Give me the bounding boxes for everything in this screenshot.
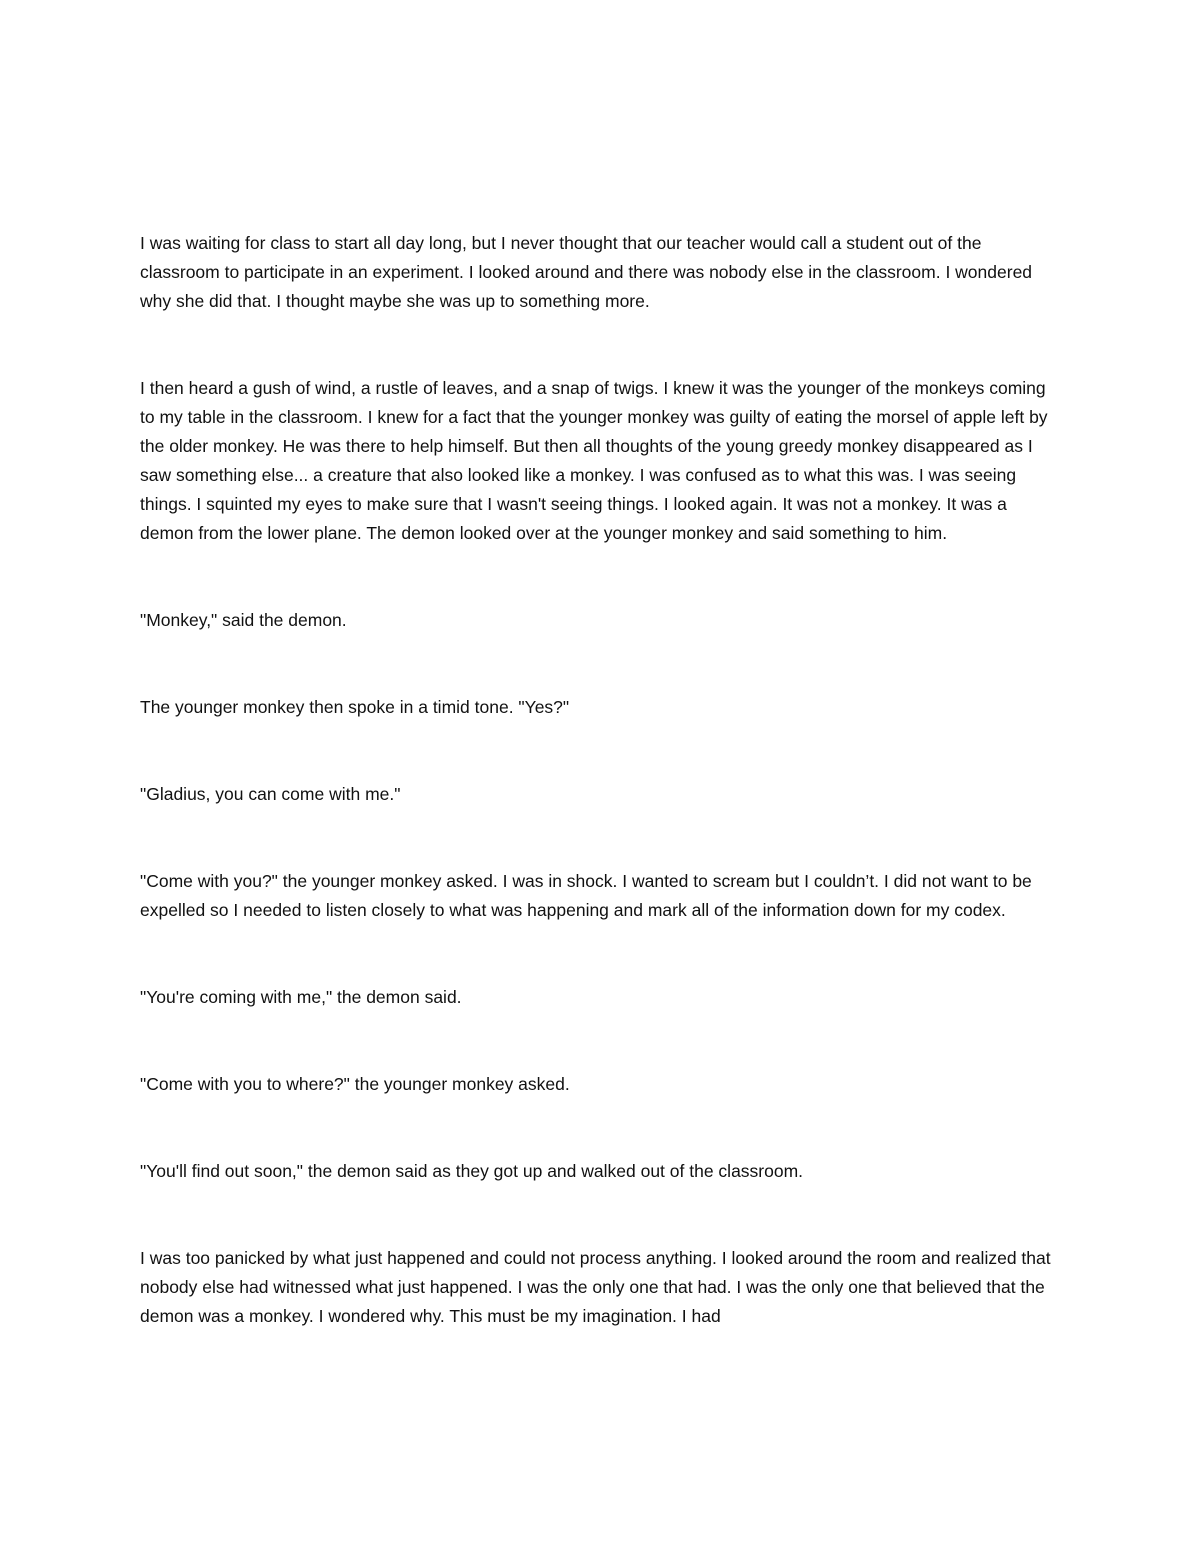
paragraph-10: I was too panicked by what just happened and could not process anything. I looked around the room and realized that nobody else had witnessed what just happened. I was the only one that had. I was the only one that believed that the demon was a monkey. I wondered why. This must be my imagination. I had bbox=[140, 1248, 1051, 1326]
document-body bbox=[140, 229, 1065, 1331]
paragraph-3: "Monkey," said the demon. bbox=[140, 610, 347, 630]
paragraph-9: "You'll find out soon," the demon said as they got up and walked out of the classroom. bbox=[140, 1161, 804, 1181]
paragraph-2: I then heard a gush of wind, a rustle of leaves, and a snap of twigs. I knew it was the younger of the monkeys coming to my table in the classroom. I knew for a fact that the younger monkey was guilty of eating the morsel of apple left by the older monkey. He was there to help himself. But then all thoughts of the young greedy monkey disappeared as I saw something else... a creature that also looked like a monkey. I was confused as to what this was. I was seeing things. I squinted my eyes to make sure that I wasn't seeing things. I looked again. It was not a monkey. It was a demon from the lower plane. The demon looked over at the younger monkey and said something to him. bbox=[140, 378, 1048, 543]
paragraph-5: "Gladius, you can come with me." bbox=[140, 784, 401, 804]
paragraph-6: "Come with you?" the younger monkey asked. I was in shock. I wanted to scream but I couldn’t. I did not want to be expelled so I needed to listen closely to what was happening and mark all of the information down for my codex. bbox=[140, 871, 1032, 920]
paragraph-4: The younger monkey then spoke in a timid tone. "Yes?" bbox=[140, 697, 570, 717]
paragraph-8: "Come with you to where?" the younger monkey asked. bbox=[140, 1074, 570, 1094]
paragraph-7: "You're coming with me," the demon said. bbox=[140, 987, 462, 1007]
paragraph-1: I was waiting for class to start all day long, but I never thought that our teacher would call a student out of the classroom to participate in an experiment. I looked around and there was nobody else in the classroom. I wondered why she did that. I thought maybe she was up to something more. bbox=[140, 233, 1033, 311]
